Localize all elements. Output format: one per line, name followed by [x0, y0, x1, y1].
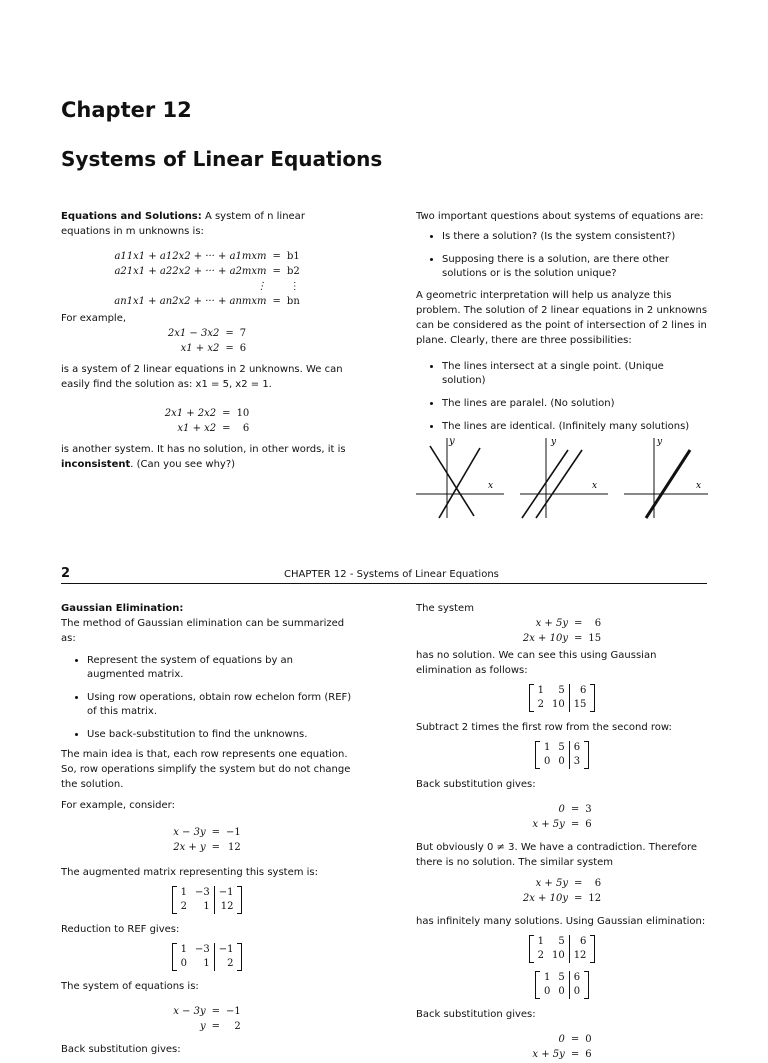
matrix-cell: 5: [558, 742, 565, 753]
matrix-cell: 6: [569, 684, 590, 698]
line-b: [439, 448, 480, 518]
axis-y-label: y: [449, 436, 455, 447]
equation-row: [170, 840, 244, 855]
sys-label: The system of equations is:: [61, 981, 199, 992]
matrix-cell: 12: [214, 900, 237, 914]
equation-row: [111, 279, 303, 294]
result-a: [529, 802, 594, 832]
axis-y-label: y: [551, 437, 557, 447]
equation-row: [529, 817, 594, 832]
chapter-number: Chapter 12: [61, 98, 192, 122]
equation-lhs: ⋮: [256, 281, 267, 292]
equation-row: [520, 891, 604, 906]
equation-lhs: 2x1 + 2x2: [164, 408, 217, 419]
example-system-2: [162, 406, 253, 436]
reduced-system: [170, 1004, 244, 1034]
matrix-cell: 6: [569, 741, 584, 755]
header-rule: [61, 583, 707, 584]
equation-row: [529, 1032, 594, 1047]
axis-x-label: x: [696, 481, 702, 491]
line-b: [536, 450, 582, 518]
list-item: • Use back-substitution to find the unknowns.: [87, 728, 353, 742]
matrix-cell: 3: [569, 755, 584, 769]
equation-lhs: 2x + y: [173, 842, 206, 853]
equals-sign: [270, 279, 284, 294]
right-column-page1: [416, 209, 708, 443]
aug-label: The augmented matrix representing this system is:: [61, 867, 319, 878]
equation-lhs: x − 3y: [173, 827, 206, 838]
equation-lhs: a21x1 + a22x2 + ··· + a2mxm: [114, 266, 267, 277]
matrix-cell: 2: [537, 699, 544, 710]
list-item: • Represent the system of equations by an augmented matrix.: [87, 654, 353, 682]
equals-sign: =: [272, 266, 281, 277]
gauss-heading: Gaussian Elimination:: [61, 603, 184, 614]
back-sub-text-2: Back substitution gives:: [416, 1009, 536, 1020]
matrix-cell: 10: [551, 950, 565, 961]
matrix-cell: 1: [203, 901, 210, 912]
line-a: [430, 446, 474, 516]
equation-lhs: 2x + 10y: [522, 633, 568, 644]
system-b: [520, 876, 604, 906]
axis-x-label: x: [592, 481, 598, 491]
matrix-cell: 1: [180, 944, 187, 955]
matrix-cell: 2: [214, 957, 237, 971]
equals-sign: =: [574, 878, 583, 889]
equation-lhs: x + 5y: [532, 1049, 565, 1060]
equation-rhs: 6: [594, 878, 602, 889]
equals-sign: =: [211, 1021, 221, 1032]
left-column-page1: [61, 209, 353, 478]
infinite-text: has infinitely many solutions. Using Gaussian elimination:: [416, 916, 706, 927]
matrix-cell: 5: [558, 936, 565, 947]
equation-row: [520, 876, 604, 891]
equals-sign: =: [225, 343, 234, 354]
matrix-cell: 1: [180, 887, 187, 898]
equation-rhs: 12: [228, 842, 241, 853]
matrix-cell: 1: [543, 742, 551, 753]
example-system-1: [165, 326, 249, 356]
example-system: [170, 825, 244, 855]
equation-rhs: −1: [226, 827, 241, 838]
list-item: • Using row operations, obtain row echelon form (REF) of this matrix.: [87, 691, 353, 719]
lines-diagrams: [412, 434, 712, 520]
equation-row: [520, 631, 604, 646]
diagram-intersecting: [416, 436, 504, 518]
diagram-parallel: [520, 437, 608, 518]
section-heading: Equations and Solutions:: [61, 211, 202, 222]
equation-lhs: 0: [558, 804, 565, 815]
matrix-b: [416, 935, 708, 963]
example2-text: is another system. It has no solution, in other words, it is inconsistent. (Can you see why?): [61, 444, 346, 470]
equation-row: [170, 1004, 244, 1019]
equation-rhs: 0: [585, 1034, 592, 1045]
steps-list: [61, 654, 353, 742]
equation-row: [162, 421, 253, 436]
equation-rhs: 12: [588, 893, 602, 904]
equation-lhs: x + 5y: [532, 819, 565, 830]
equation-lhs: x − 3y: [173, 1006, 206, 1017]
matrix-cell: 0: [180, 958, 187, 969]
equation-rhs: 10: [236, 408, 250, 419]
matrix-cell: −3: [194, 944, 210, 955]
line-a: [522, 450, 568, 518]
equals-sign: =: [570, 1049, 580, 1060]
list-item: • Supposing there is a solution, are there other solutions or is the solution unique?: [442, 253, 708, 281]
matrix-cell: 0: [543, 756, 551, 767]
equation-rhs: 6: [242, 423, 250, 434]
for-example-text: For example,: [61, 313, 127, 324]
axis-x-label: x: [488, 481, 494, 491]
equation-row: [520, 616, 604, 631]
equation-rhs: 6: [585, 819, 592, 830]
running-header: CHAPTER 12 - Systems of Linear Equations: [284, 569, 499, 580]
line-identical: [646, 450, 690, 518]
equals-sign: =: [570, 1034, 580, 1045]
equals-sign: =: [574, 633, 583, 644]
equation-row: [170, 825, 244, 840]
equation-row: [170, 1019, 244, 1034]
equation-lhs: 2x + 10y: [522, 893, 568, 904]
matrix-cell: 6: [569, 935, 590, 949]
ref-label: Reduction to REF gives:: [61, 924, 180, 935]
possibilities-list: [416, 360, 708, 434]
equation-lhs: x + 5y: [535, 618, 568, 629]
matrix-cell: 15: [569, 698, 590, 712]
matrix-cell: 0: [543, 986, 551, 997]
equals-sign: =: [225, 328, 234, 339]
left-column-page2: [61, 601, 353, 1063]
equation-rhs: 6: [594, 618, 602, 629]
equation-lhs: x + 5y: [535, 878, 568, 889]
augmented-matrix: [61, 886, 353, 914]
matrix-cell: 0: [569, 985, 584, 999]
contradiction-text: But obviously 0 ≠ 3. We have a contradiction. Therefore there is no solution. The similar system: [416, 842, 698, 868]
equals-sign: =: [574, 893, 583, 904]
equation-lhs: an1x1 + an2x2 + ··· + anmxm: [114, 296, 267, 307]
the-system-text: The system: [416, 603, 474, 614]
equals-sign: =: [211, 1006, 221, 1017]
diagram-identical: [624, 437, 708, 518]
matrix-cell: 5: [558, 972, 565, 983]
equation-lhs: a11x1 + a12x2 + ··· + a1mxm: [114, 251, 267, 262]
equals-sign: =: [272, 296, 281, 307]
list-item: • The lines are identical. (Infinitely many solutions): [442, 420, 708, 434]
list-item: • Is there a solution? (Is the system consistent?): [442, 230, 708, 244]
matrix-cell: 10: [551, 699, 565, 710]
equals-sign: =: [570, 819, 580, 830]
list-item: • The lines intersect at a single point. (Unique solution): [442, 360, 708, 388]
matrix-a: [416, 684, 708, 712]
matrix-cell: 2: [180, 901, 187, 912]
equation-rhs: 6: [585, 1049, 592, 1060]
equals-sign: =: [222, 408, 231, 419]
equals-sign: =: [272, 251, 281, 262]
equation-row: [529, 802, 594, 817]
equation-rhs: b1: [287, 251, 300, 262]
equation-rhs: 6: [239, 343, 247, 354]
matrix-cell: 0: [558, 756, 565, 767]
matrix-cell: 1: [203, 958, 210, 969]
matrix-cell: 1: [537, 685, 544, 696]
matrix-a-reduced: [416, 741, 708, 769]
subtract-text: Subtract 2 times the first row from the second row:: [416, 722, 672, 733]
back-sub-label: Back substitution gives:: [61, 1044, 181, 1055]
equation-lhs: y: [199, 1021, 206, 1032]
questions-list: [416, 230, 708, 281]
equation-lhs: 2x1 − 3x2: [167, 328, 220, 339]
equation-rhs: 2: [234, 1021, 241, 1032]
equation-row: [529, 1047, 594, 1062]
matrix-cell: 12: [569, 949, 590, 963]
equals-sign: =: [211, 842, 221, 853]
equation-row: [165, 341, 249, 356]
example1-text: is a system of 2 linear equations in 2 unknowns. We can easily find the solution as: x1 = 5, x2 = 1.: [61, 364, 343, 390]
axis-y-label: y: [657, 437, 663, 447]
equation-rhs: −1: [226, 1006, 241, 1017]
equation-row: [165, 326, 249, 341]
equation-row: [111, 294, 303, 309]
page-number: 2: [61, 566, 71, 581]
matrix-cell: −1: [214, 943, 237, 957]
equation-row: [162, 406, 253, 421]
intro-text: A system of n linear equations in m unknowns is:: [61, 211, 305, 237]
matrix-cell: 2: [537, 950, 544, 961]
matrix-cell: 5: [558, 685, 565, 696]
matrix-cell: 0: [558, 986, 565, 997]
no-solution-text: has no solution. We can see this using Gaussian elimination as follows:: [416, 650, 657, 676]
equals-sign: =: [211, 827, 221, 838]
equation-rhs: 15: [588, 633, 602, 644]
ref-matrix: [61, 943, 353, 971]
consider-text: For example, consider:: [61, 800, 175, 811]
equation-rhs: ⋮: [289, 281, 300, 292]
matrix-cell: 1: [537, 936, 544, 947]
equation-rhs: bn: [286, 296, 300, 307]
matrix-cell: 6: [569, 971, 584, 985]
equation-row: [111, 249, 303, 264]
general-system: [111, 249, 303, 309]
right-column-page2: [416, 601, 708, 1062]
system-a: [520, 616, 604, 646]
equals-sign: =: [574, 618, 583, 629]
questions-intro: Two important questions about systems of equations are:: [416, 211, 704, 222]
matrix-cell: 1: [543, 972, 551, 983]
equation-rhs: b2: [287, 266, 300, 277]
back-sub-text: Back substitution gives:: [416, 779, 536, 790]
result-b: [529, 1032, 594, 1062]
equation-rhs: 3: [585, 804, 592, 815]
equals-sign: =: [222, 423, 231, 434]
equation-row: [111, 264, 303, 279]
gauss-intro: The method of Gaussian elimination can be summarized as:: [61, 618, 345, 644]
main-idea-text: The main idea is that, each row represents one equation. So, row operations simplify the system but do not change the solution.: [61, 749, 351, 790]
equation-rhs: 7: [239, 328, 247, 339]
matrix-b-reduced: [416, 971, 708, 999]
list-item: • The lines are paralel. (No solution): [442, 397, 708, 411]
matrix-cell: −3: [194, 887, 210, 898]
matrix-cell: −1: [214, 886, 237, 900]
equation-lhs: x1 + x2: [177, 423, 217, 434]
geometric-text: A geometric interpretation will help us analyze this problem. The solution of 2 linear equations in 2 unknowns can be considered as the point of intersection of 2 lines in plane. Clearly, there are three possibilities:: [416, 290, 708, 346]
equation-lhs: 0: [558, 1034, 565, 1045]
equation-lhs: x1 + x2: [180, 343, 220, 354]
chapter-title: Systems of Linear Equations: [61, 147, 383, 171]
equals-sign: =: [570, 804, 580, 815]
